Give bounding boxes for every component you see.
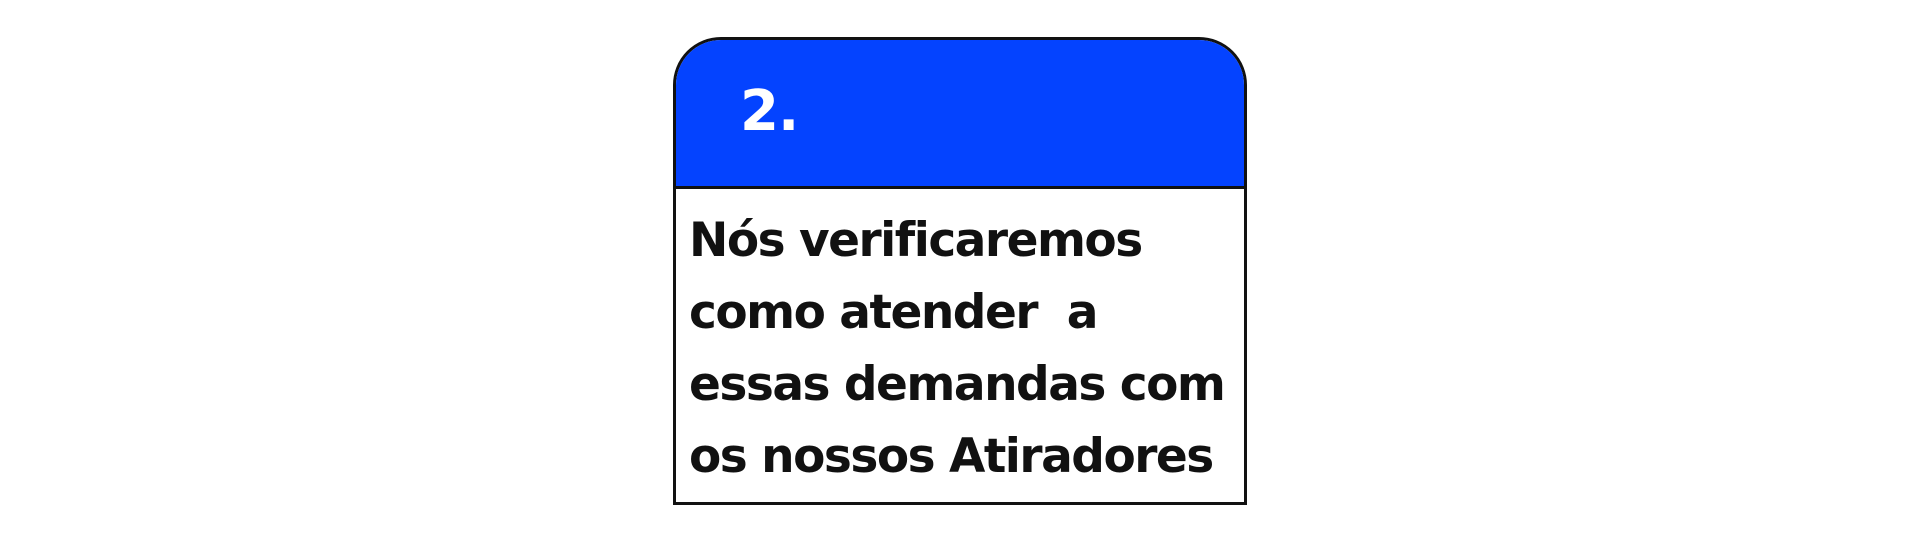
card-text-line-4: os nossos Atiradores xyxy=(689,429,1213,484)
card-body xyxy=(676,189,1244,493)
card-text-line-3: essas demandas com xyxy=(689,357,1225,412)
step-number: 2. xyxy=(740,79,799,144)
step-card xyxy=(673,37,1247,505)
card-text-line-1: Nós verificaremos xyxy=(689,213,1142,268)
card-text-line-2: como atender a xyxy=(689,285,1097,340)
card-header xyxy=(676,40,1244,189)
